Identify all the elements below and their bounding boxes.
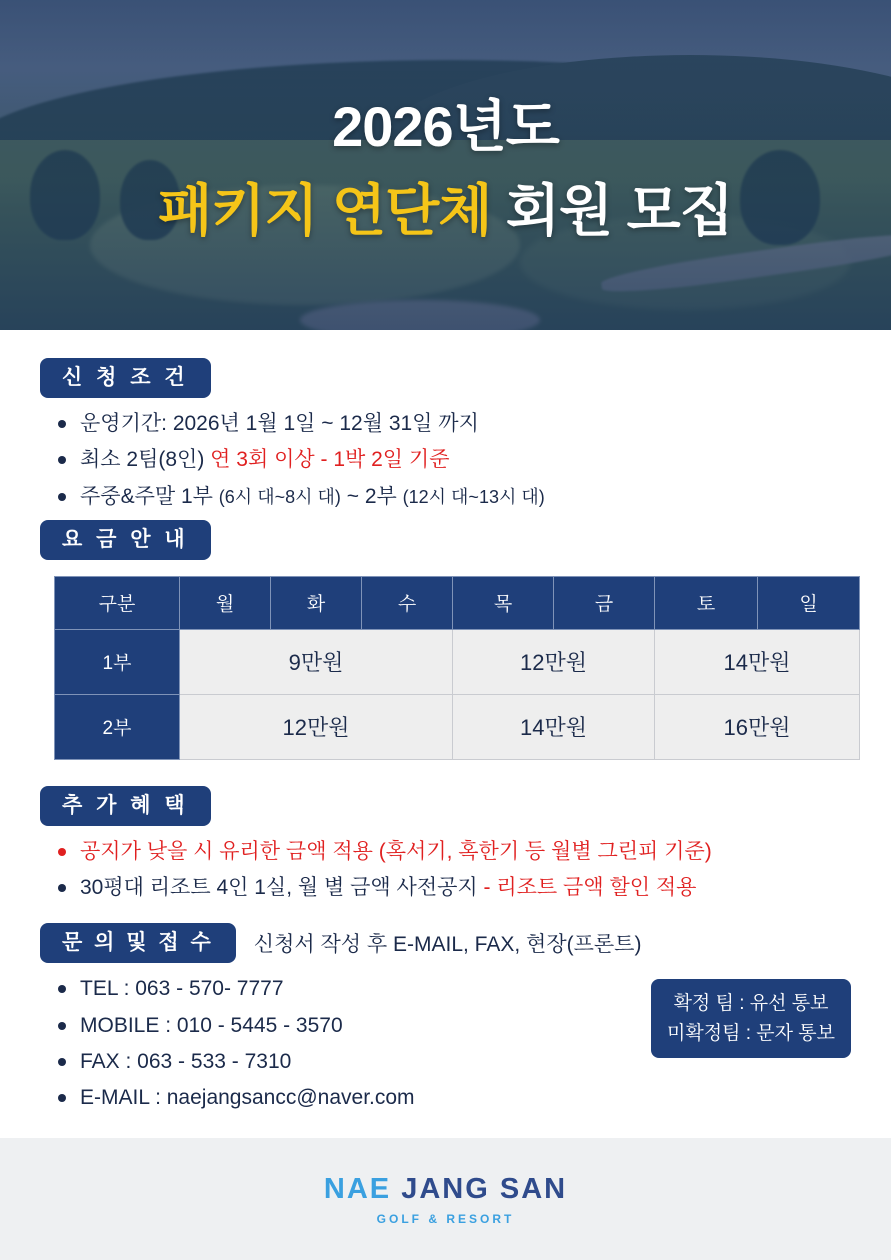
col-header-category: 구분 <box>55 576 180 629</box>
benefits-list <box>40 838 851 902</box>
conditions-list <box>40 410 851 510</box>
condition-team-lead: 최소 2팀(8인) <box>80 448 205 472</box>
benefit-resort-lead: 30평대 리조트 4인 1실, 월 별 금액 사전공지 <box>80 876 478 900</box>
table-row <box>55 694 860 759</box>
list-item <box>54 483 851 510</box>
section-benefits <box>40 786 851 902</box>
hero-banner <box>0 0 891 330</box>
hero-title-highlight: 패키지 연단체 <box>158 179 492 242</box>
list-item <box>54 1048 415 1075</box>
contact-body <box>40 963 851 1120</box>
badge-benefits: 추 가 혜 택 <box>40 786 211 826</box>
notice-box <box>651 979 851 1058</box>
contact-note: 신청서 작성 후 E-MAIL, FAX, 현장(프론트) <box>253 933 642 957</box>
contact-list <box>40 975 415 1120</box>
poster-content <box>0 330 891 1121</box>
cell-part2-weekday: 12만원 <box>180 694 453 759</box>
section-conditions <box>40 358 851 510</box>
section-price <box>40 520 851 760</box>
section-contact <box>40 923 851 1120</box>
contact-fax: FAX : 063 - 533 - 7310 <box>80 1050 292 1074</box>
list-item <box>54 410 851 437</box>
condition-time-lead: 주중&주말 1부 <box>80 484 213 508</box>
cell-part1-thufri: 12만원 <box>453 629 655 694</box>
contact-email: E-MAIL : naejangsancc@naver.com <box>80 1086 415 1110</box>
table-header-row <box>55 576 860 629</box>
contact-tel: TEL : 063 - 570- 7777 <box>80 977 284 1001</box>
price-table-wrap <box>40 576 851 760</box>
condition-team-accent: 연 3회 이상 - 1박 2일 기준 <box>210 448 450 472</box>
price-table <box>54 576 860 760</box>
benefit-resort-accent: - 리조트 금액 할인 적용 <box>483 876 697 900</box>
brand-logo <box>324 1173 567 1206</box>
list-item <box>54 1084 415 1111</box>
notice-unconfirmed: 미확정팀 : 문자 통보 <box>667 1022 835 1044</box>
col-header-sun: 일 <box>758 576 860 629</box>
list-item <box>54 874 851 901</box>
brand-logo-part1: NAE <box>323 1172 402 1205</box>
cell-part2-thufri: 14만원 <box>453 694 655 759</box>
condition-period: 운영기간: 2026년 1월 1일 ~ 12월 31일 까지 <box>80 412 479 435</box>
col-header-fri: 금 <box>554 576 655 629</box>
footer <box>0 1138 891 1260</box>
row-label-part1: 1부 <box>55 629 180 694</box>
col-header-tue: 화 <box>271 576 362 629</box>
list-item <box>54 446 851 473</box>
hero-title-year: 2026년도 <box>332 95 559 158</box>
col-header-mon: 월 <box>180 576 271 629</box>
condition-time-mid: ~ 2부 <box>346 484 397 508</box>
benefit-price-rule: 공지가 낮을 시 유리한 금액 적용 (혹서기, 혹한기 등 월별 그린피 기준) <box>80 839 712 863</box>
cell-part1-weekday: 9만원 <box>180 629 453 694</box>
price-table-body <box>55 629 860 759</box>
col-header-sat: 토 <box>655 576 758 629</box>
col-header-wed: 수 <box>362 576 453 629</box>
badge-conditions: 신 청 조 건 <box>40 358 211 398</box>
table-row <box>55 629 860 694</box>
contact-header <box>40 923 851 963</box>
list-item <box>54 838 851 865</box>
list-item <box>54 1012 415 1039</box>
contact-mobile: MOBILE : 010 - 5445 - 3570 <box>80 1013 343 1037</box>
badge-contact: 문 의 및 접 수 <box>40 923 236 963</box>
cell-part1-weekend: 14만원 <box>655 629 860 694</box>
list-item <box>54 975 415 1002</box>
hero-title-rest: 회원 모집 <box>505 179 733 242</box>
badge-price: 요 금 안 내 <box>40 520 211 560</box>
brand-logo-part2: JANG SAN <box>401 1172 568 1205</box>
row-label-part2: 2부 <box>55 694 180 759</box>
condition-time-note1: (6시 대~8시 대) <box>218 486 341 507</box>
col-header-thu: 목 <box>453 576 554 629</box>
brand-tagline: GOLF & RESORT <box>376 1211 515 1226</box>
price-table-head <box>55 576 860 629</box>
hero-text-block <box>0 0 891 330</box>
cell-part2-weekend: 16만원 <box>655 694 860 759</box>
notice-confirmed: 확정 팀 : 유선 통보 <box>673 993 829 1015</box>
hero-title-main <box>158 167 733 247</box>
condition-time-note2: (12시 대~13시 대) <box>402 486 545 507</box>
